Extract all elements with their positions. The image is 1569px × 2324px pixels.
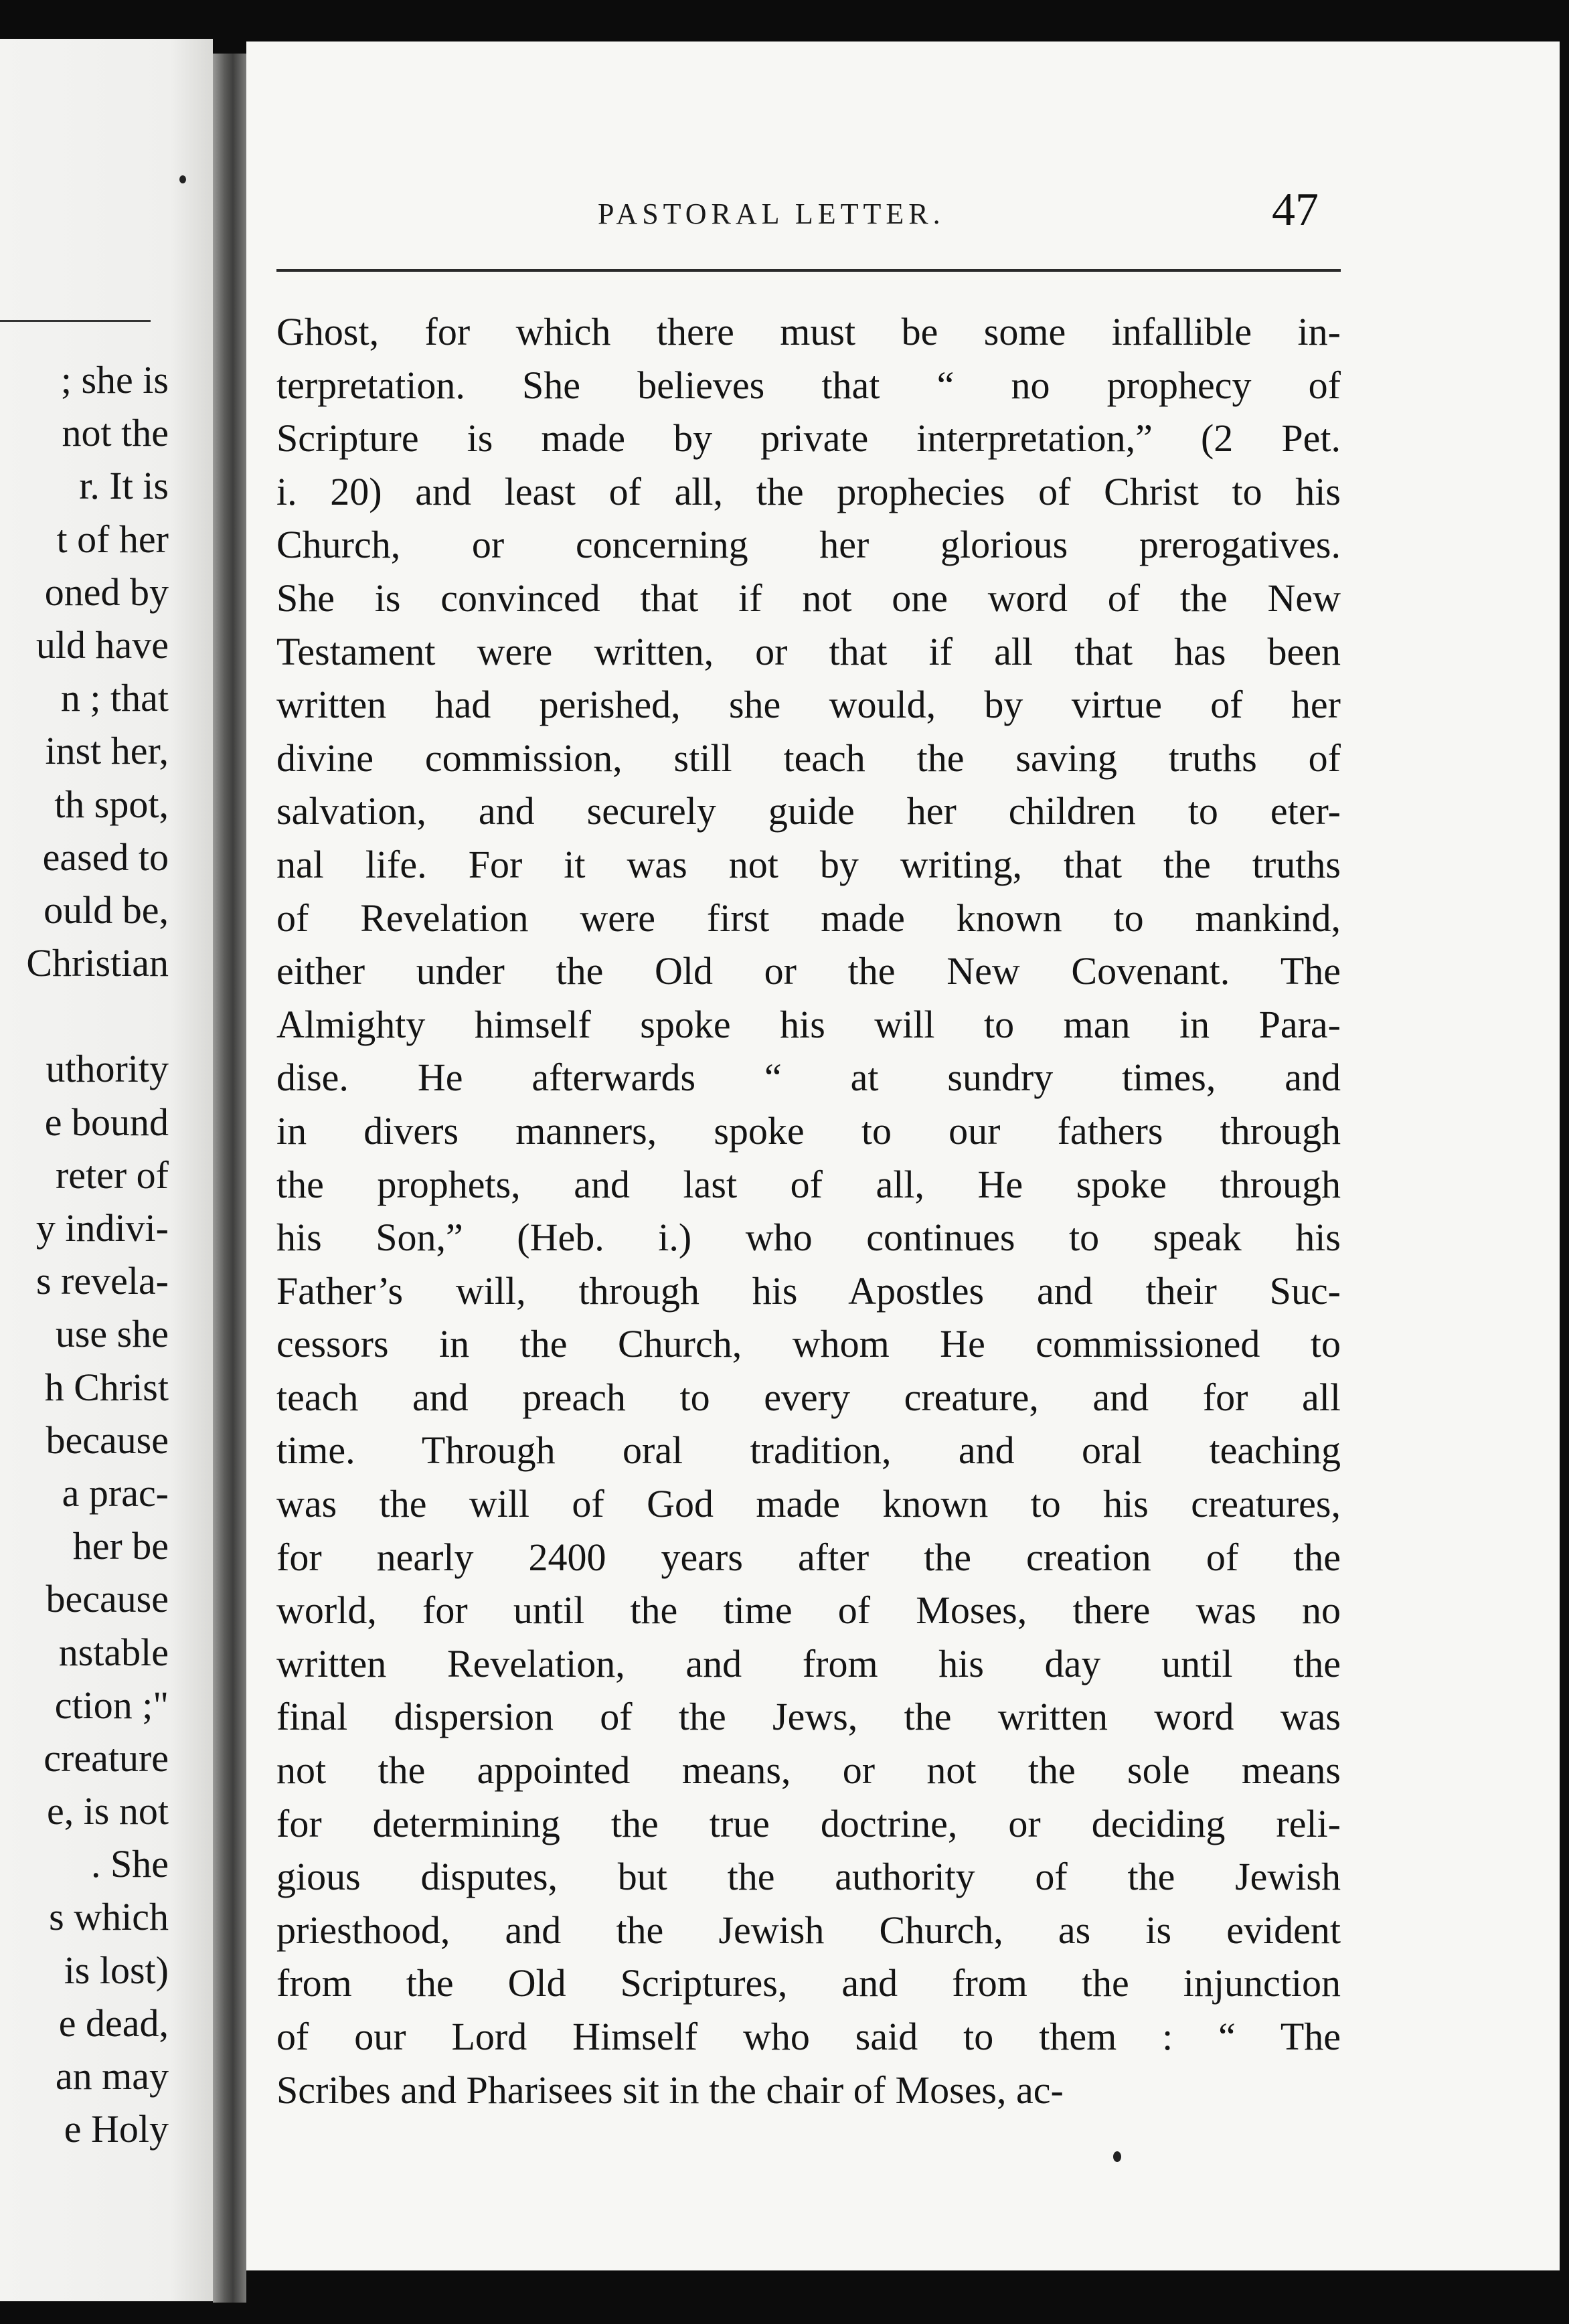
text-line: i. 20) and least of all, the prophecies of Christ to his bbox=[276, 469, 1341, 513]
previous-page-line: her be bbox=[72, 1524, 169, 1568]
previous-page-line: because bbox=[46, 1577, 169, 1621]
text-line: Scripture is made by private interpretation,” (2 Pet. bbox=[276, 416, 1341, 461]
running-head: PASTORAL LETTER. bbox=[598, 197, 945, 230]
book-gutter bbox=[213, 54, 246, 2303]
text-line: Almighty himself spoke his will to man in Para- bbox=[276, 1002, 1341, 1046]
previous-page-line: e bound bbox=[44, 1100, 169, 1144]
previous-page-line: th spot, bbox=[54, 782, 169, 826]
header-rule bbox=[276, 269, 1341, 272]
previous-page-line: s revela- bbox=[35, 1259, 169, 1303]
text-line: either under the Old or the New Covenant. The bbox=[276, 949, 1341, 993]
text-line: Father’s will, through his Apostles and their Suc- bbox=[276, 1268, 1341, 1313]
text-line: his Son,” (Heb. i.) who continues to speak his bbox=[276, 1216, 1341, 1260]
text-line: Ghost, for which there must be some infallible in- bbox=[276, 310, 1341, 353]
previous-page-line: ; she is bbox=[60, 358, 169, 402]
text-line: of Revelation were first made known to mankind, bbox=[276, 896, 1341, 940]
previous-page-text bbox=[0, 353, 169, 2155]
text-line: written Revelation, and from his day until the bbox=[276, 1641, 1341, 1685]
ink-speck bbox=[1113, 2151, 1121, 2162]
previous-page-line: s which bbox=[49, 1895, 169, 1939]
previous-page-header-rule bbox=[0, 320, 151, 322]
text-line: salvation, and securely guide her children to eter- bbox=[276, 789, 1341, 833]
ink-speck bbox=[179, 175, 186, 183]
text-line: cessors in the Church, whom He commissioned to bbox=[276, 1322, 1341, 1366]
previous-page-line: eased to bbox=[42, 835, 169, 879]
previous-page-line: h Christ bbox=[44, 1365, 169, 1409]
text-line: the prophets, and last of all, He spoke through bbox=[276, 1162, 1341, 1206]
previous-page-line: e Holy bbox=[64, 2107, 169, 2151]
text-line: world, for until the time of Moses, there was no bbox=[276, 1588, 1341, 1633]
text-line: dise. He afterwards “ at sundry times, and bbox=[276, 1056, 1341, 1100]
previous-page-line: Christian bbox=[26, 941, 169, 985]
body-text bbox=[276, 305, 1341, 2116]
text-line: She is convinced that if not one word of the New bbox=[276, 576, 1341, 620]
previous-page-line bbox=[0, 989, 169, 1042]
text-line: nal life. For it was not by writing, that the truths bbox=[276, 842, 1341, 886]
text-line: was the will of God made known to his creatures, bbox=[276, 1482, 1341, 1526]
text-line: terpretation. She believes that “ no prophecy of bbox=[276, 363, 1341, 407]
text-line: Scribes and Pharisees sit in the chair of Moses, ac- bbox=[276, 2068, 1064, 2112]
previous-page-line: y indivi- bbox=[35, 1206, 169, 1250]
previous-page-line: e, is not bbox=[46, 1789, 169, 1833]
text-line: Testament were written, or that if all that has been bbox=[276, 629, 1341, 673]
previous-page-line: r. It is bbox=[79, 464, 169, 508]
previous-page-line: oned by bbox=[44, 570, 169, 614]
text-line: in divers manners, spoke to our fathers through bbox=[276, 1108, 1341, 1153]
previous-page-line: e dead, bbox=[58, 2001, 169, 2045]
text-line: time. Through oral tradition, and oral teaching bbox=[276, 1428, 1341, 1473]
text-line: for determining the true doctrine, or deciding reli- bbox=[276, 1801, 1341, 1845]
previous-page-line: ction ;" bbox=[54, 1683, 169, 1727]
text-line: gious disputes, but the authority of the Jewish bbox=[276, 1855, 1341, 1899]
previous-page-line: because bbox=[46, 1418, 169, 1462]
text-line: Church, or concerning her glorious prerogatives. bbox=[276, 523, 1341, 567]
text-line: teach and preach to every creature, and for all bbox=[276, 1375, 1341, 1419]
previous-page-line: uthority bbox=[46, 1047, 169, 1091]
page-number: 47 bbox=[1272, 184, 1319, 236]
text-line: divine commission, still teach the saving truths of bbox=[276, 736, 1341, 780]
text-line: of our Lord Himself who said to them : “ The bbox=[276, 2015, 1341, 2058]
previous-page-line: t of her bbox=[56, 517, 169, 561]
previous-page-line: reter of bbox=[55, 1153, 169, 1197]
text-line: from the Old Scriptures, and from the injunction bbox=[276, 1961, 1341, 2005]
previous-page-line: n ; that bbox=[60, 676, 169, 720]
previous-page-line: an may bbox=[55, 2054, 169, 2098]
text-line: final dispersion of the Jews, the written word was bbox=[276, 1695, 1341, 1739]
text-line: for nearly 2400 years after the creation of the bbox=[276, 1535, 1341, 1579]
current-page bbox=[246, 42, 1560, 2270]
previous-page-line: not the bbox=[62, 411, 169, 455]
text-line: not the appointed means, or not the sole means bbox=[276, 1748, 1341, 1793]
previous-page-line: creature bbox=[44, 1736, 169, 1780]
previous-page-line: use she bbox=[55, 1312, 169, 1356]
previous-page-line: . She bbox=[91, 1842, 169, 1886]
text-line: priesthood, and the Jewish Church, as is evident bbox=[276, 1908, 1341, 1952]
previous-page-fragment bbox=[0, 39, 213, 2301]
previous-page-line: ould be, bbox=[44, 888, 169, 932]
previous-page-line: inst her, bbox=[45, 729, 169, 773]
previous-page-line: nstable bbox=[58, 1630, 169, 1674]
previous-page-line: is lost) bbox=[64, 1948, 169, 1992]
text-line: written had perished, she would, by virtue of her bbox=[276, 683, 1341, 727]
previous-page-line: uld have bbox=[35, 622, 169, 667]
previous-page-line: a prac- bbox=[62, 1471, 169, 1515]
